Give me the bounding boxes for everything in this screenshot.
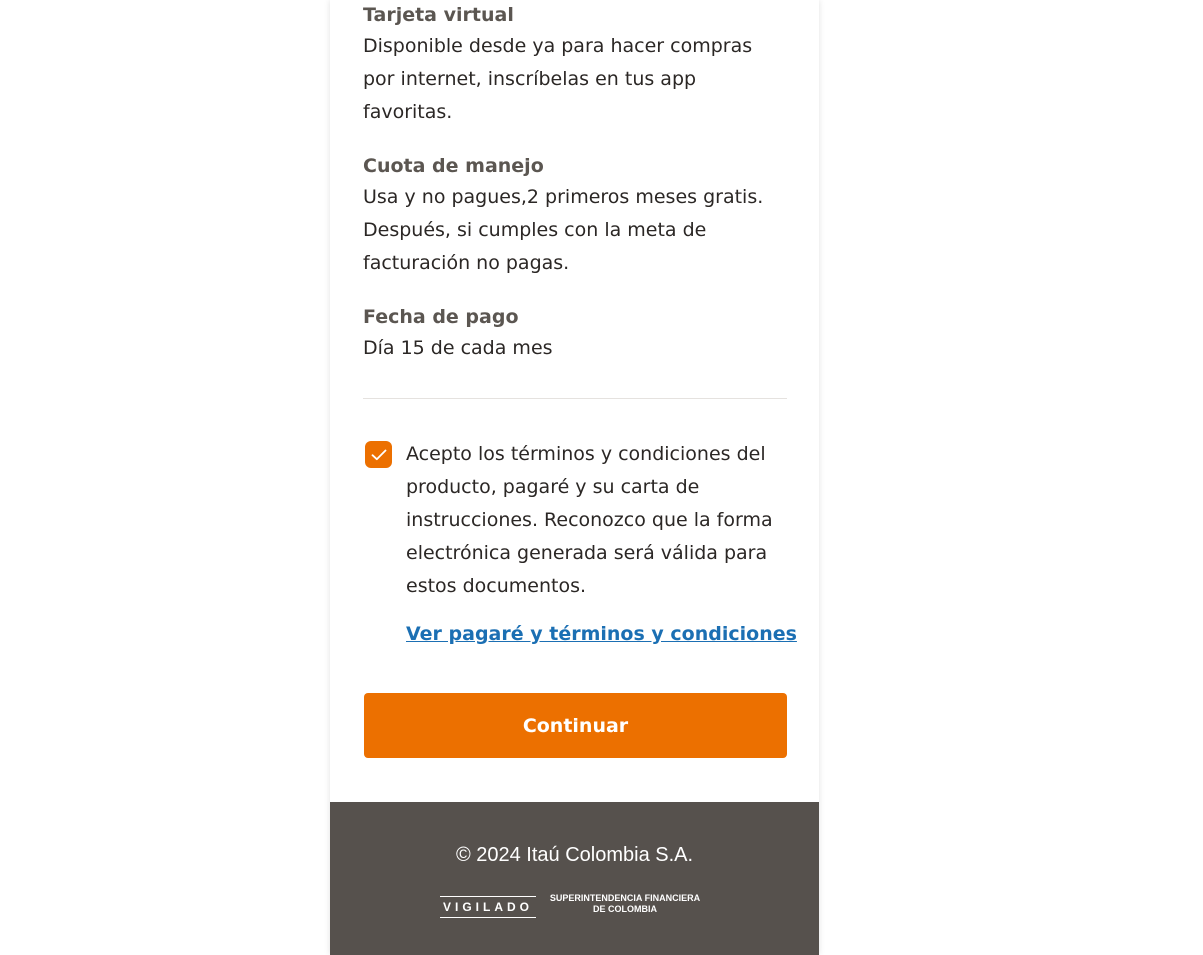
terms-link[interactable]: Ver pagaré y términos y condiciones bbox=[406, 623, 797, 645]
continue-button[interactable]: Continuar bbox=[364, 693, 787, 758]
detail-description: Usa y no pagues,2 primeros meses gratis. Después, si cumples con la meta de facturación no pagas. bbox=[363, 186, 764, 274]
superintendencia-label bbox=[540, 893, 710, 915]
checkmark-icon bbox=[371, 449, 387, 461]
vigilado-seal bbox=[440, 890, 710, 920]
copyright: © 2024 Itaú Colombia S.A. bbox=[455, 844, 694, 866]
detail-payment-date bbox=[363, 302, 787, 365]
main-card bbox=[330, 0, 819, 955]
detail-description: Día 15 de cada mes bbox=[363, 337, 553, 359]
terms-checkbox[interactable] bbox=[365, 441, 392, 468]
detail-title: Tarjeta virtual bbox=[363, 4, 514, 26]
detail-title: Fecha de pago bbox=[363, 306, 519, 328]
superintendencia-line1: SUPERINTENDENCIA FINANCIERA bbox=[549, 893, 701, 903]
vigilado-label: VIGILADO bbox=[440, 896, 536, 918]
terms-text: Acepto los términos y condiciones del producto, pagaré y su carta de instrucciones. Reconozco que la forma electrónica generada será válida para estos documentos. bbox=[406, 443, 773, 597]
superintendencia-line2: DE COLOMBIA bbox=[593, 904, 657, 914]
product-details bbox=[363, 0, 787, 387]
divider bbox=[363, 398, 787, 399]
detail-virtual-card bbox=[363, 0, 787, 129]
detail-description: Disponible desde ya para hacer compras por internet, inscríbelas en tus app favoritas. bbox=[363, 35, 753, 123]
detail-handling-fee bbox=[363, 151, 787, 280]
detail-title: Cuota de manejo bbox=[363, 155, 544, 177]
footer bbox=[330, 802, 819, 955]
